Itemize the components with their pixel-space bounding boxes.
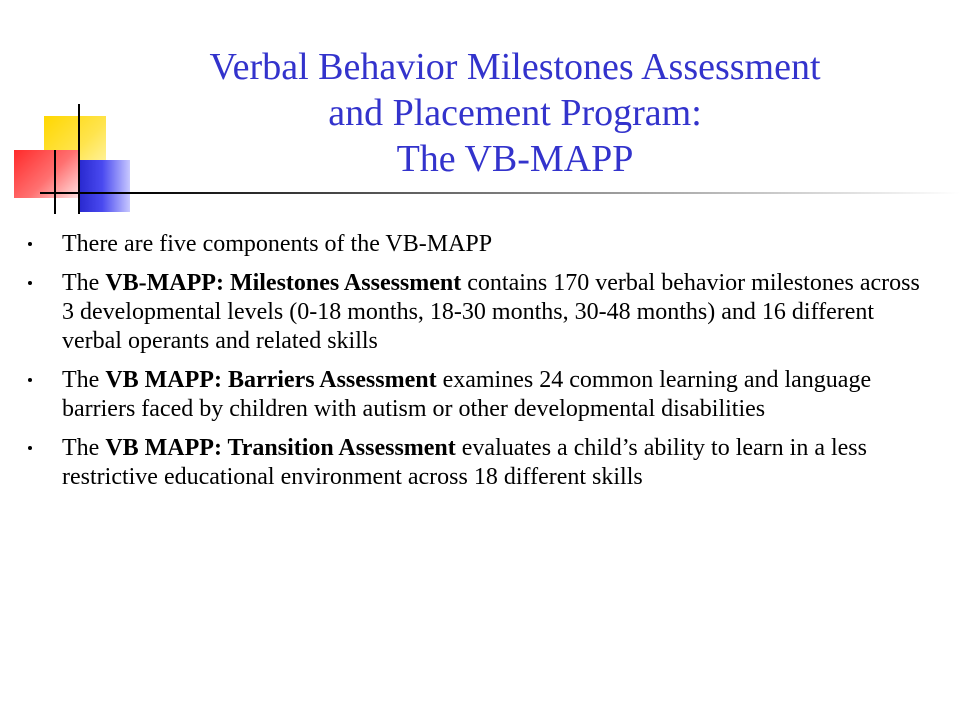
bullet-text-after: contains 170 verbal behavior milestones across 3 developmental levels (0-18 months, 18-30 months, 30-48 months) and 16 different verbal operants and related skills [62,270,920,354]
bullet-text-after: examines 24 common learning and language barriers faced by children with autism or other developmental disabilities [62,367,872,422]
bullet-text: The [62,435,106,461]
red-square-decoration [14,150,78,198]
horizontal-rule-decoration [40,192,960,194]
bullet-text: There are five components of the VB-MAPP [62,231,493,257]
bullet-dot-icon [28,281,32,285]
bullet-list [28,230,933,502]
bullet-bold-text: VB-MAPP: Milestones Assessment [105,270,462,296]
slide-title [120,44,910,182]
vertical-rule-decoration [78,104,80,214]
bullet-item [28,230,933,259]
bullet-bold-text: VB MAPP: Barriers Assessment [105,367,437,393]
bullet-bold-text: VB MAPP: Transition Assessment [105,435,456,461]
bullet-dot-icon [28,446,32,450]
bullet-item [28,366,933,424]
bullet-dot-icon [28,378,32,382]
title-line-2: and Placement Program: [328,92,702,134]
bullet-text: The [62,367,106,393]
vertical-rule-decoration-2 [54,150,56,214]
bullet-text-after: evaluates a child’s ability to learn in a less restrictive educational environment across 18 different skills [62,435,867,490]
bullet-text: The [62,270,106,296]
title-line-3: The VB-MAPP [396,138,634,180]
bullet-item [28,434,933,492]
bullet-item [28,269,933,356]
bullet-dot-icon [28,242,32,246]
title-line-1: Verbal Behavior Milestones Assessment [209,46,821,88]
